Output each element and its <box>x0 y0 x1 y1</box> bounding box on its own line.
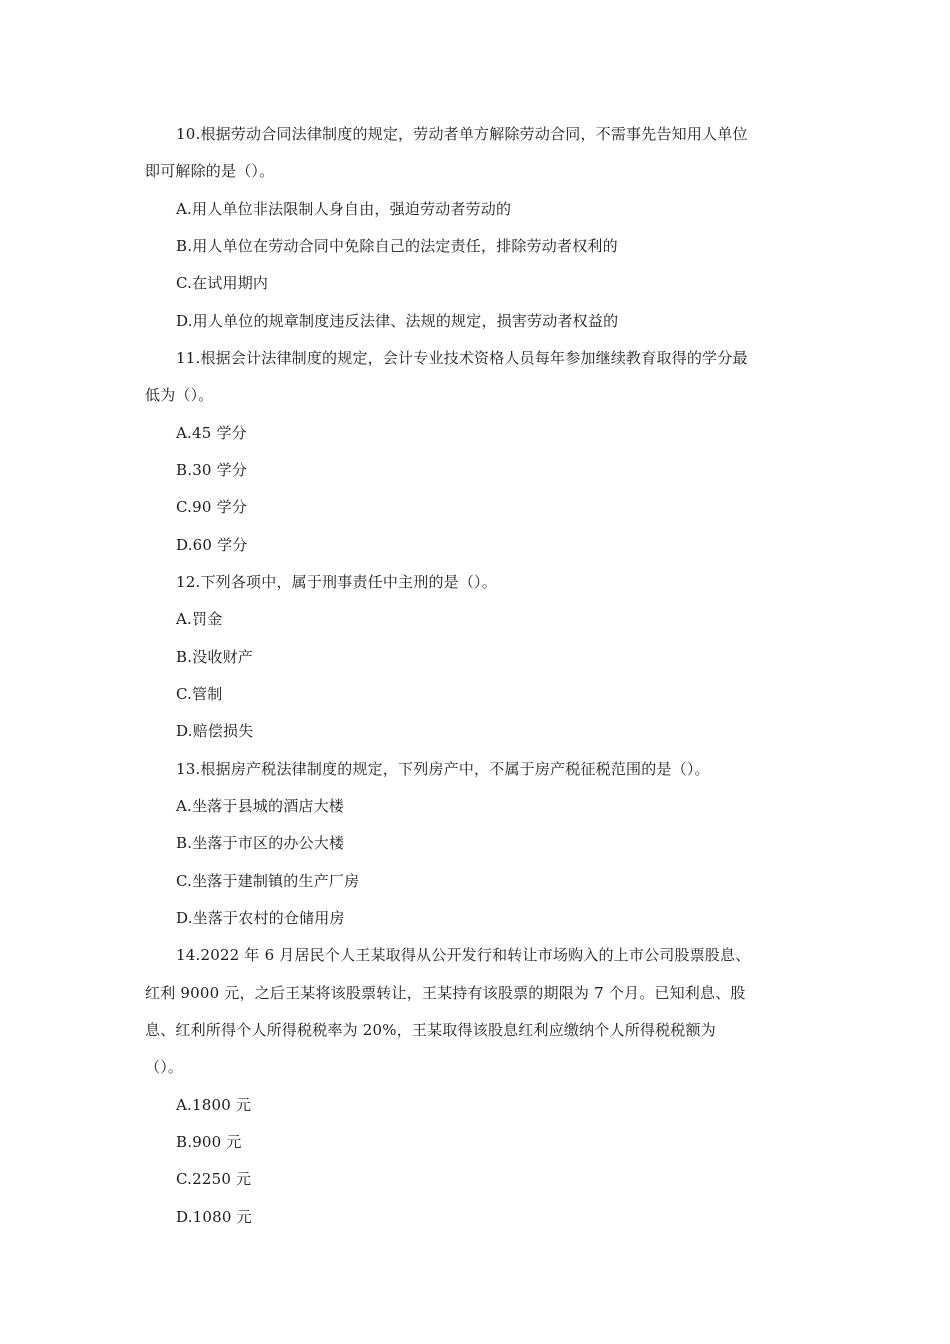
option-c: C.管制 <box>176 685 223 703</box>
question-stem-line: 即可解除的是（）。 <box>145 162 275 180</box>
option-d: D.60 学分 <box>176 536 248 554</box>
option-b: B.用人单位在劳动合同中免除自己的法定责任，排除劳动者权利的 <box>176 237 618 255</box>
option-c: C.坐落于建制镇的生产厂房 <box>176 872 360 890</box>
option-c: C.2250 元 <box>176 1170 252 1188</box>
question-stem-line: 14.2022 年 6 月居民个人王某取得从公开发行和转让市场购入的上市公司股票股息、 <box>176 946 751 964</box>
question-stem-line: （）。 <box>145 1058 184 1076</box>
option-a: A.1800 元 <box>176 1096 252 1114</box>
question-stem-line: 息、红利所得个人所得税税率为 20%，王某取得该股息红利应缴纳个人所得税税额为 <box>145 1021 716 1039</box>
option-b: B.没收财产 <box>176 648 253 666</box>
question-stem-line: 11.根据会计法律制度的规定，会计专业技术资格人员每年参加继续教育取得的学分最 <box>176 349 748 367</box>
option-d: D.赔偿损失 <box>176 722 254 740</box>
question-stem-line: 10.根据劳动合同法律制度的规定，劳动者单方解除劳动合同，不需事先告知用人单位 <box>176 125 748 143</box>
question-stem-line: 12.下列各项中，属于刑事责任中主刑的是（）。 <box>176 573 497 591</box>
question-stem-line: 红利 9000 元，之后王某将该股票转让，王某持有该股票的期限为 7 个月。已知利息、股 <box>145 984 746 1002</box>
option-b: B.30 学分 <box>176 461 248 479</box>
option-d: D.1080 元 <box>176 1208 252 1226</box>
option-d: D.用人单位的规章制度违反法律、法规的规定，损害劳动者权益的 <box>176 312 619 330</box>
option-d: D.坐落于农村的仓储用房 <box>176 909 345 927</box>
question-stem-line: 13.根据房产税法律制度的规定，下列房产中，不属于房产税征税范围的是（）。 <box>176 760 710 778</box>
option-a: A.罚金 <box>176 610 223 628</box>
option-a: A.坐落于县城的酒店大楼 <box>176 797 345 815</box>
question-stem-line: 低为（）。 <box>145 386 214 404</box>
option-a: A.用人单位非法限制人身自由，强迫劳动者劳动的 <box>176 200 512 218</box>
option-a: A.45 学分 <box>176 424 247 442</box>
option-b: B.900 元 <box>176 1133 242 1151</box>
option-b: B.坐落于市区的办公大楼 <box>176 834 345 852</box>
option-c: C.90 学分 <box>176 498 247 516</box>
option-c: C.在试用期内 <box>176 274 269 292</box>
